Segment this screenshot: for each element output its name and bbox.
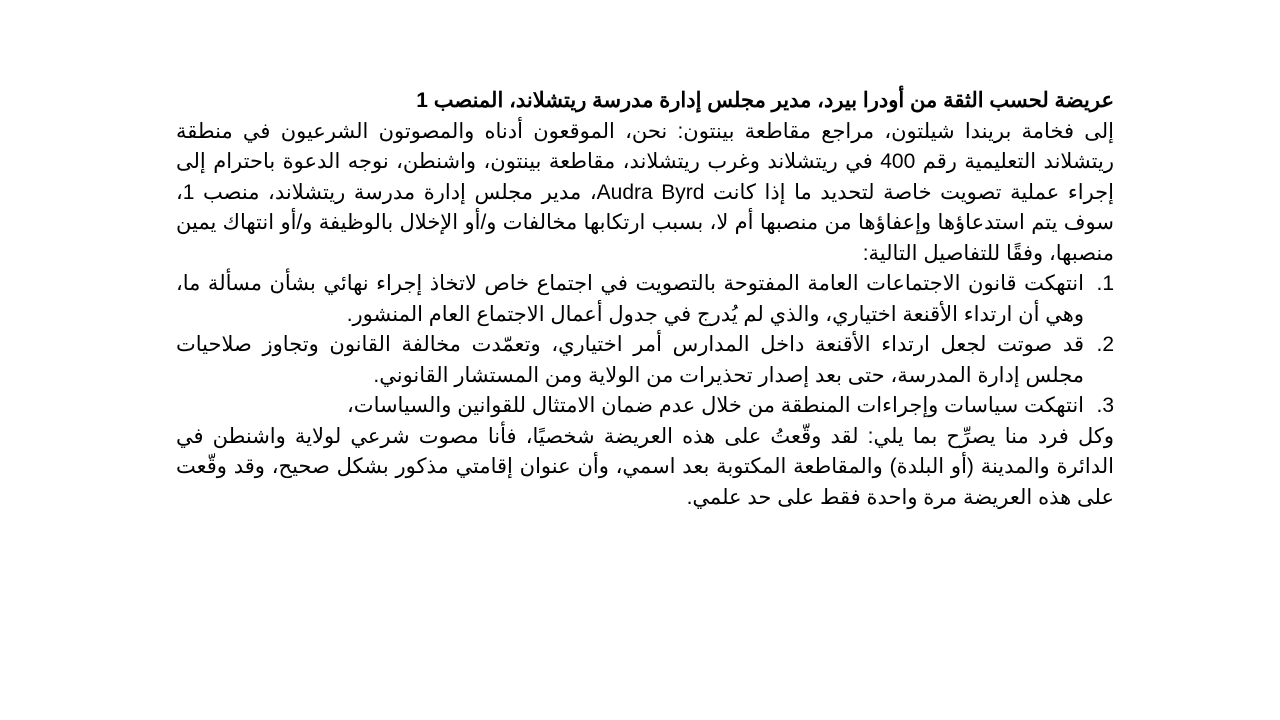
list-item-text: قد صوتت لجعل ارتداء الأقنعة داخل المدارس أمر اختياري، وتعمّدت مخالفة القانون وتجاوز صلاحيات مجلس إدارة المدرسة، حتى بعد إصدار تحذيرات من الولاية ومن المستشار القانوني. [176, 333, 1084, 387]
list-item-number: 2. [1096, 333, 1114, 356]
list-item [176, 269, 1114, 330]
petition-intro: إلى فخامة بريندا شيلتون، مراجع مقاطعة بينتون: نحن، الموقعون أدناه والمصوتون الشرعيون في منطقة ريتشلاند التعليمية رقم 400 في ريتشلاند وغرب ريتشلاند، مقاطعة بينتون، واشنطن، نوجه الدعوة باحترام إلى إجراء عملية تصويت خاصة لتحديد ما إذا كانت Audra Byrd، مدير مجلس إدارة مدرسة ريتشلاند، منصب 1، سوف يتم استدعاؤها وإعفاؤها من منصبها أم لا، بسبب ارتكابها مخالفات و/أو الإخلال بالوظيفة و/أو انتهاك يمين منصبها، وفقًا للتفاصيل التالية: [176, 119, 1114, 265]
petition-text-body [176, 86, 1114, 513]
petition-closing: وكل فرد منا يصرِّح بما يلي: لقد وقّعتُ على هذه العريضة شخصيًا، فأنا مصوت شرعي لولاية واشنطن في الدائرة والمدينة (أو البلدة) والمقاطعة المكتوبة بعد اسمي، وأن عنوان إقامتي مذكور بشكل صحيح، وقد وقّعت على هذه العريضة مرة واحدة فقط على حد علمي. [176, 424, 1114, 509]
list-item-number: 1. [1096, 272, 1114, 295]
list-item-number: 3. [1096, 394, 1114, 417]
list-item-text: انتهكت سياسات وإجراءات المنطقة من خلال عدم ضمان الامتثال للقوانين والسياسات، [347, 394, 1084, 417]
petition-title: عريضة لحسب الثقة من أودرا بيرد، مدير مجلس إدارة مدرسة ريتشلاند، المنصب 1 [416, 89, 1114, 112]
list-item [176, 391, 1114, 422]
allegations-list [176, 269, 1114, 422]
list-item [176, 330, 1114, 391]
list-item-text: انتهكت قانون الاجتماعات العامة المفتوحة بالتصويت في اجتماع خاص لاتخاذ إجراء نهائي بشأن مسألة ما، وهي أن ارتداء الأقنعة اختياري، والذي لم يُدرج في جدول أعمال الاجتماع العام المنشور. [176, 272, 1084, 326]
